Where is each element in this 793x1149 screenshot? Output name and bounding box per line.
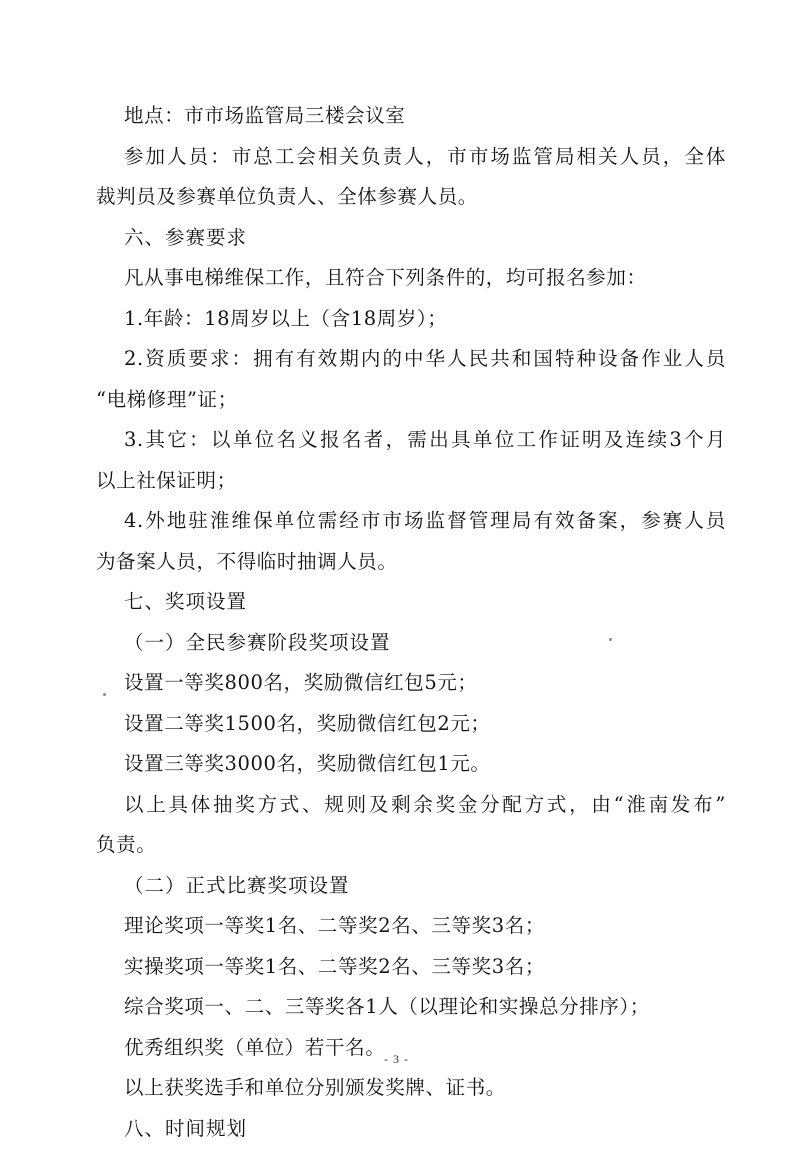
section-heading-requirements: 六、参赛要求: [96, 218, 726, 259]
requirement-other: 3.其它：以单位名义报名者，需出具单位工作证明及连续3个月: [96, 420, 726, 461]
section-heading-schedule: 八、时间规划: [96, 1109, 726, 1149]
participants-line: 参加人员：市总工会相关负责人，市市场监管局相关人员，全体: [96, 137, 726, 178]
participants-continued: 裁判员及参赛单位负责人、全体参赛人员。: [96, 177, 726, 218]
requirement-other-continued: 以上社保证明；: [96, 461, 726, 502]
award-overall: 综合奖项一、二、三等奖各1人（以理论和实操总分排序）；: [96, 987, 726, 1028]
requirement-age: 1.年龄：18周岁以上（含18周岁）；: [96, 299, 726, 340]
award-theory: 理论奖项一等奖1名、二等奖2名、三等奖3名；: [96, 906, 726, 947]
lottery-rules-line: 以上具体抽奖方式、规则及剩余奖金分配方式，由“淮南发布”: [96, 785, 726, 826]
award-second-prize-public: 设置二等奖1500名，奖励微信红包2元；: [96, 704, 726, 745]
document-body: [96, 96, 726, 1149]
award-presentation: 以上获奖选手和单位分别颁发奖牌、证书。: [96, 1068, 726, 1109]
award-third-prize-public: 设置三等奖3000名，奖励微信红包1元。: [96, 744, 726, 785]
venue-line: 地点：市市场监管局三楼会议室: [96, 96, 726, 137]
scan-speck: [609, 638, 612, 641]
requirement-external-units-continued: 为备案人员，不得临时抽调人员。: [96, 542, 726, 583]
lottery-rules-continued: 负责。: [96, 825, 726, 866]
award-first-prize-public: 设置一等奖800名，奖励微信红包5元；: [96, 663, 726, 704]
scan-speck: [103, 693, 106, 696]
requirement-external-units: 4.外地驻淮维保单位需经市市场监督管理局有效备案，参赛人员: [96, 501, 726, 542]
page-number: - 3 -: [0, 1052, 793, 1067]
subheading-formal-competition-awards: （二）正式比赛奖项设置: [96, 866, 726, 907]
requirement-qualification-continued: “电梯修理”证；: [96, 380, 726, 421]
award-practical: 实操奖项一等奖1名、二等奖2名、三等奖3名；: [96, 947, 726, 988]
award-organization: 优秀组织奖（单位）若干名。: [96, 1028, 726, 1069]
requirement-qualification: 2.资质要求：拥有有效期内的中华人民共和国特种设备作业人员: [96, 339, 726, 380]
subheading-public-stage-awards: （一）全民参赛阶段奖项设置: [96, 623, 726, 664]
section-heading-awards: 七、奖项设置: [96, 582, 726, 623]
eligibility-intro: 凡从事电梯维保工作，且符合下列条件的，均可报名参加：: [96, 258, 726, 299]
